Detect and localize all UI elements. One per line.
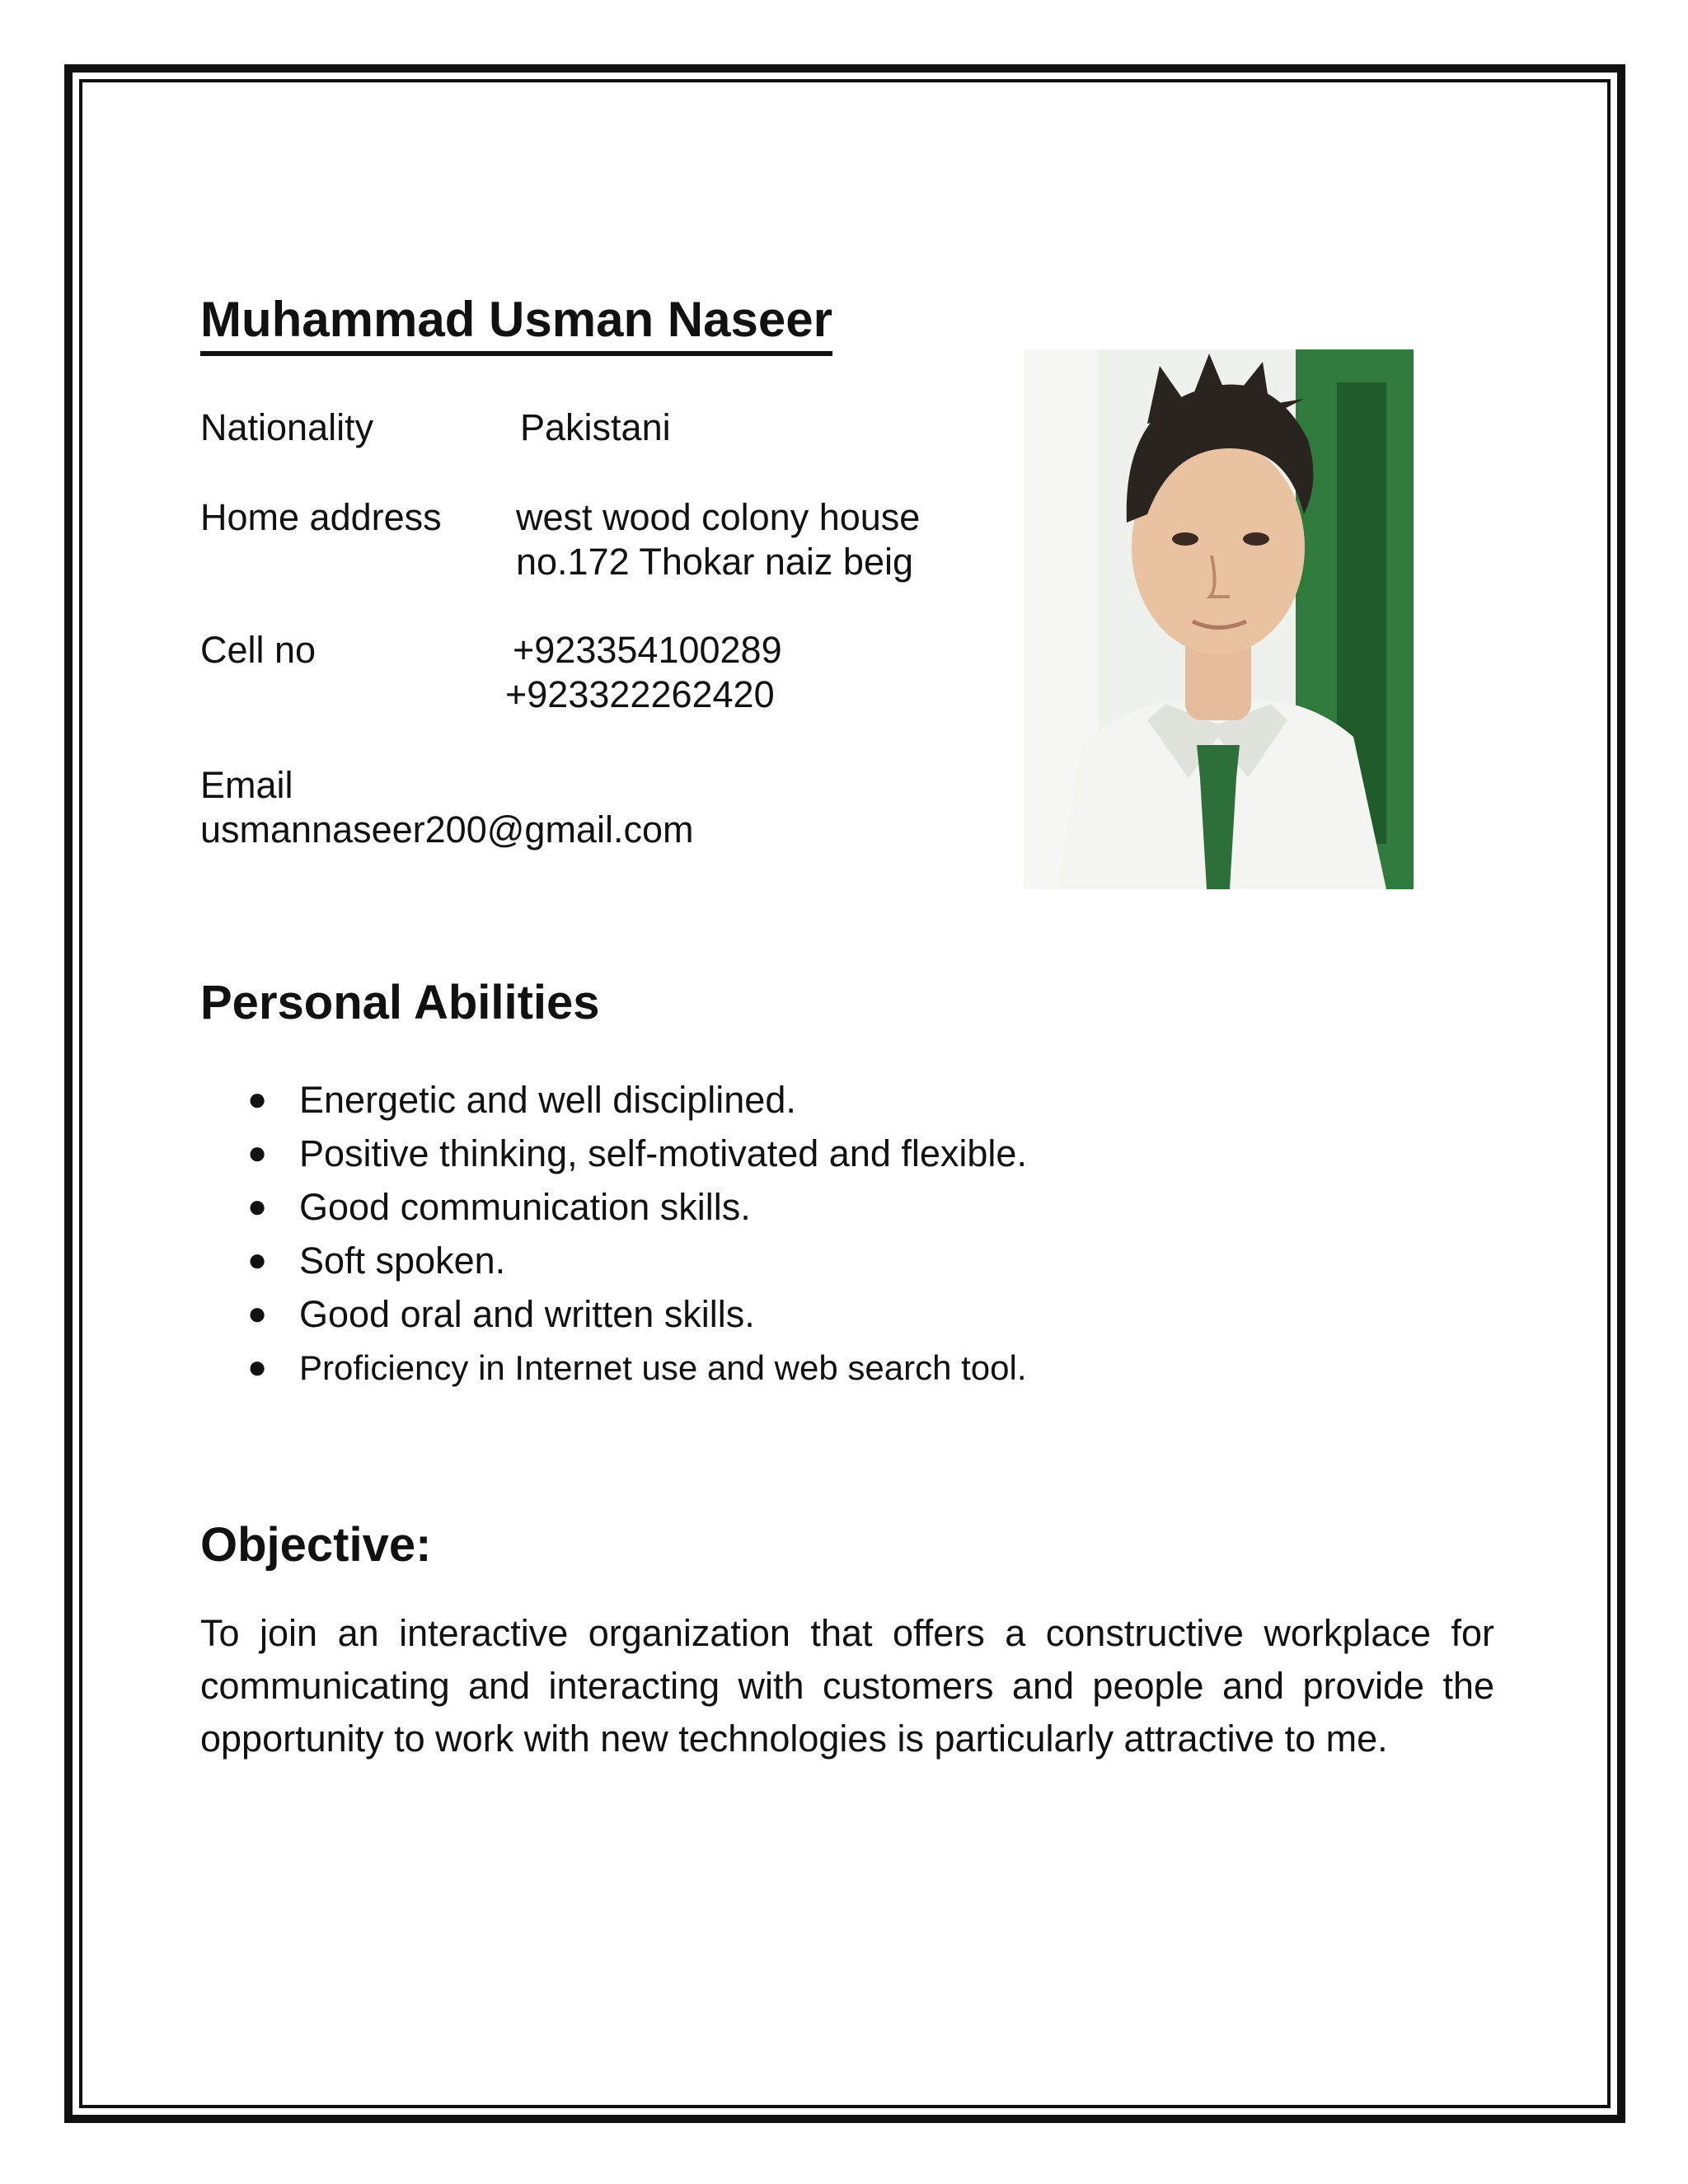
list-item: ● Positive thinking, self-motivated and flexible.: [247, 1127, 1027, 1180]
cell-number-2: +923322262420: [505, 673, 775, 715]
candidate-name: Muhammad Usman Naseer: [200, 290, 832, 356]
list-item: ● Soft spoken.: [247, 1234, 1027, 1287]
bullet-icon: ●: [247, 1081, 268, 1118]
list-item: ● Good oral and written skills.: [247, 1287, 1027, 1341]
abilities-heading: Personal Abilities: [200, 976, 600, 1029]
abilities-list: [247, 1073, 1027, 1394]
bullet-icon: ●: [247, 1242, 268, 1278]
address-label: Home address: [200, 496, 442, 538]
objective-text: To join an interactive organization that offers a constructive workplace for communicating and interacting with customers and people and provide the opportunity to work with new technologies is particularly attractive to me.: [200, 1612, 1494, 1760]
portrait-photo: [1024, 349, 1414, 889]
email-value: usmannaseer200@gmail.com: [200, 808, 694, 851]
cell-label: Cell no: [200, 629, 316, 671]
bullet-icon: ●: [247, 1135, 268, 1171]
nationality-value: Pakistani: [520, 406, 671, 448]
nationality-label: Nationality: [200, 406, 374, 448]
objective-heading: Objective:: [200, 1518, 432, 1572]
bullet-icon: ●: [247, 1296, 268, 1332]
bullet-icon: ●: [247, 1349, 268, 1385]
list-item: ● Proficiency in Internet use and web search tool.: [247, 1341, 1027, 1394]
cell-number-1: +923354100289: [513, 629, 782, 671]
email-label: Email: [200, 764, 293, 806]
list-item: ● Energetic and well disciplined.: [247, 1073, 1027, 1127]
address-line-1: west wood colony house: [516, 496, 921, 538]
list-item: ● Good communication skills.: [247, 1180, 1027, 1234]
address-line-2: no.172 Thokar naiz beig: [516, 541, 914, 583]
bullet-icon: ●: [247, 1188, 268, 1225]
